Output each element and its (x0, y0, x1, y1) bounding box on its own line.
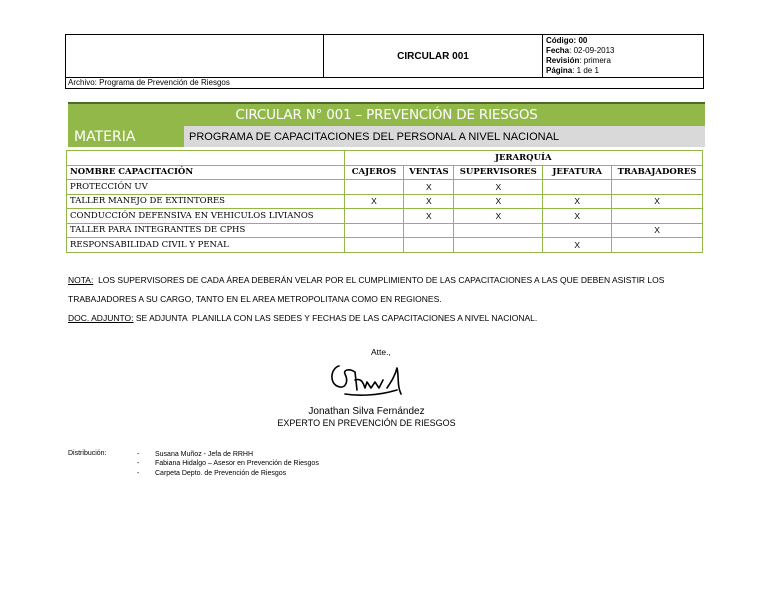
mark-cell: X (404, 209, 454, 224)
atte-text: Atte., (371, 347, 391, 357)
nota-text-1: LOS SUPERVISORES DE CADA ÁREA DEBERÁN VELAR POR EL CUMPLIMIENTO DE LAS CAPACITACIONES A LAS QUE DEBEN ASISTIR LOS (93, 275, 665, 285)
training-table (66, 150, 703, 253)
list-item: - Fabiana Hidalgo – Asesor en Prevención de Riesgos (137, 460, 319, 468)
training-name: TALLER PARA INTEGRANTES DE CPHS (67, 223, 345, 238)
doc-adjunto-label: DOC. ADJUNTO: (68, 313, 134, 323)
table-row (67, 238, 703, 253)
materia-row (68, 126, 705, 147)
mark-cell: X (404, 194, 454, 209)
table-row (67, 180, 703, 195)
table-row (67, 209, 703, 224)
mark-cell: X (344, 194, 404, 209)
mark-cell (454, 238, 543, 253)
column-header: JEFATURA (543, 165, 612, 180)
mark-cell (612, 180, 703, 195)
training-name: CONDUCCIÓN DEFENSIVA EN VEHICULOS LIVIANOS (67, 209, 345, 224)
distribution-label: Distribución: (68, 450, 107, 457)
mark-cell (404, 223, 454, 238)
header-metadata (543, 35, 703, 77)
distribution-list (137, 450, 319, 478)
header-fecha: Fecha: 02-09-2013 (546, 46, 615, 55)
mark-cell (543, 223, 612, 238)
table-row (67, 194, 703, 209)
column-header: CAJEROS (344, 165, 404, 180)
table-corner-cell (67, 151, 345, 166)
header-codigo: Código: 00 (546, 36, 588, 45)
table-column-header-row (67, 165, 703, 180)
archivo-line: Archivo: Programa de Prevención de Riesgos (65, 78, 704, 89)
mark-cell: X (404, 180, 454, 195)
table-row (67, 223, 703, 238)
materia-value: PROGRAMA DE CAPACITACIONES DEL PERSONAL A NIVEL NACIONAL (184, 126, 705, 147)
table-group-header-row (67, 151, 703, 166)
mark-cell (344, 180, 404, 195)
mark-cell: X (454, 180, 543, 195)
mark-cell: X (543, 238, 612, 253)
training-name: TALLER MANEJO DE EXTINTORES (67, 194, 345, 209)
header-pagina: Página: 1 de 1 (546, 66, 599, 75)
column-header: VENTAS (404, 165, 454, 180)
list-item: - Susana Muñoz - Jefa de RRHH (137, 451, 254, 458)
document-header (65, 34, 704, 78)
mark-cell (612, 238, 703, 253)
signature-image (327, 360, 407, 404)
doc-adjunto-line (68, 313, 537, 323)
mark-cell: X (543, 194, 612, 209)
training-name: RESPONSABILIDAD CIVIL Y PENAL (67, 238, 345, 253)
doc-adjunto-text: SE ADJUNTA PLANILLA CON LAS SEDES Y FECHAS DE LAS CAPACITACIONES A NIVEL NACIONAL. (133, 313, 538, 323)
mark-cell (344, 238, 404, 253)
signer-name: Jonathan Silva Fernández (308, 406, 425, 417)
materia-label: MATERIA (68, 126, 184, 147)
mark-cell (344, 223, 404, 238)
nota-line-2: TRABAJADORES A SU CARGO, TANTO EN EL AREA METROPOLITANA COMO EN REGIONES. (68, 294, 442, 304)
header-revision: Revisión: primera (546, 56, 611, 65)
mark-cell: X (454, 194, 543, 209)
mark-cell: X (612, 194, 703, 209)
training-name: PROTECCIÓN UV (67, 180, 345, 195)
list-item: - Carpeta Depto. de Prevención de Riesgos (137, 469, 287, 477)
name-column-header: NOMBRE CAPACITACIÓN (67, 165, 345, 180)
mark-cell (454, 223, 543, 238)
jerarquia-header: JERARQUÍA (344, 151, 702, 166)
header-circular-number: CIRCULAR 001 (324, 35, 543, 77)
mark-cell: X (454, 209, 543, 224)
mark-cell (344, 209, 404, 224)
mark-cell: X (612, 223, 703, 238)
column-header: SUPERVISORES (454, 165, 543, 180)
circular-title: CIRCULAR N° 001 – PREVENCIÓN DE RIESGOS (68, 102, 705, 126)
nota-line-1 (68, 275, 664, 285)
mark-cell (404, 238, 454, 253)
mark-cell (612, 209, 703, 224)
header-logo-area (66, 35, 324, 77)
mark-cell (543, 180, 612, 195)
mark-cell: X (543, 209, 612, 224)
column-header: TRABAJADORES (612, 165, 703, 180)
nota-label: NOTA: (68, 275, 94, 285)
signer-role: EXPERTO EN PREVENCIÓN DE RIESGOS (277, 418, 456, 428)
